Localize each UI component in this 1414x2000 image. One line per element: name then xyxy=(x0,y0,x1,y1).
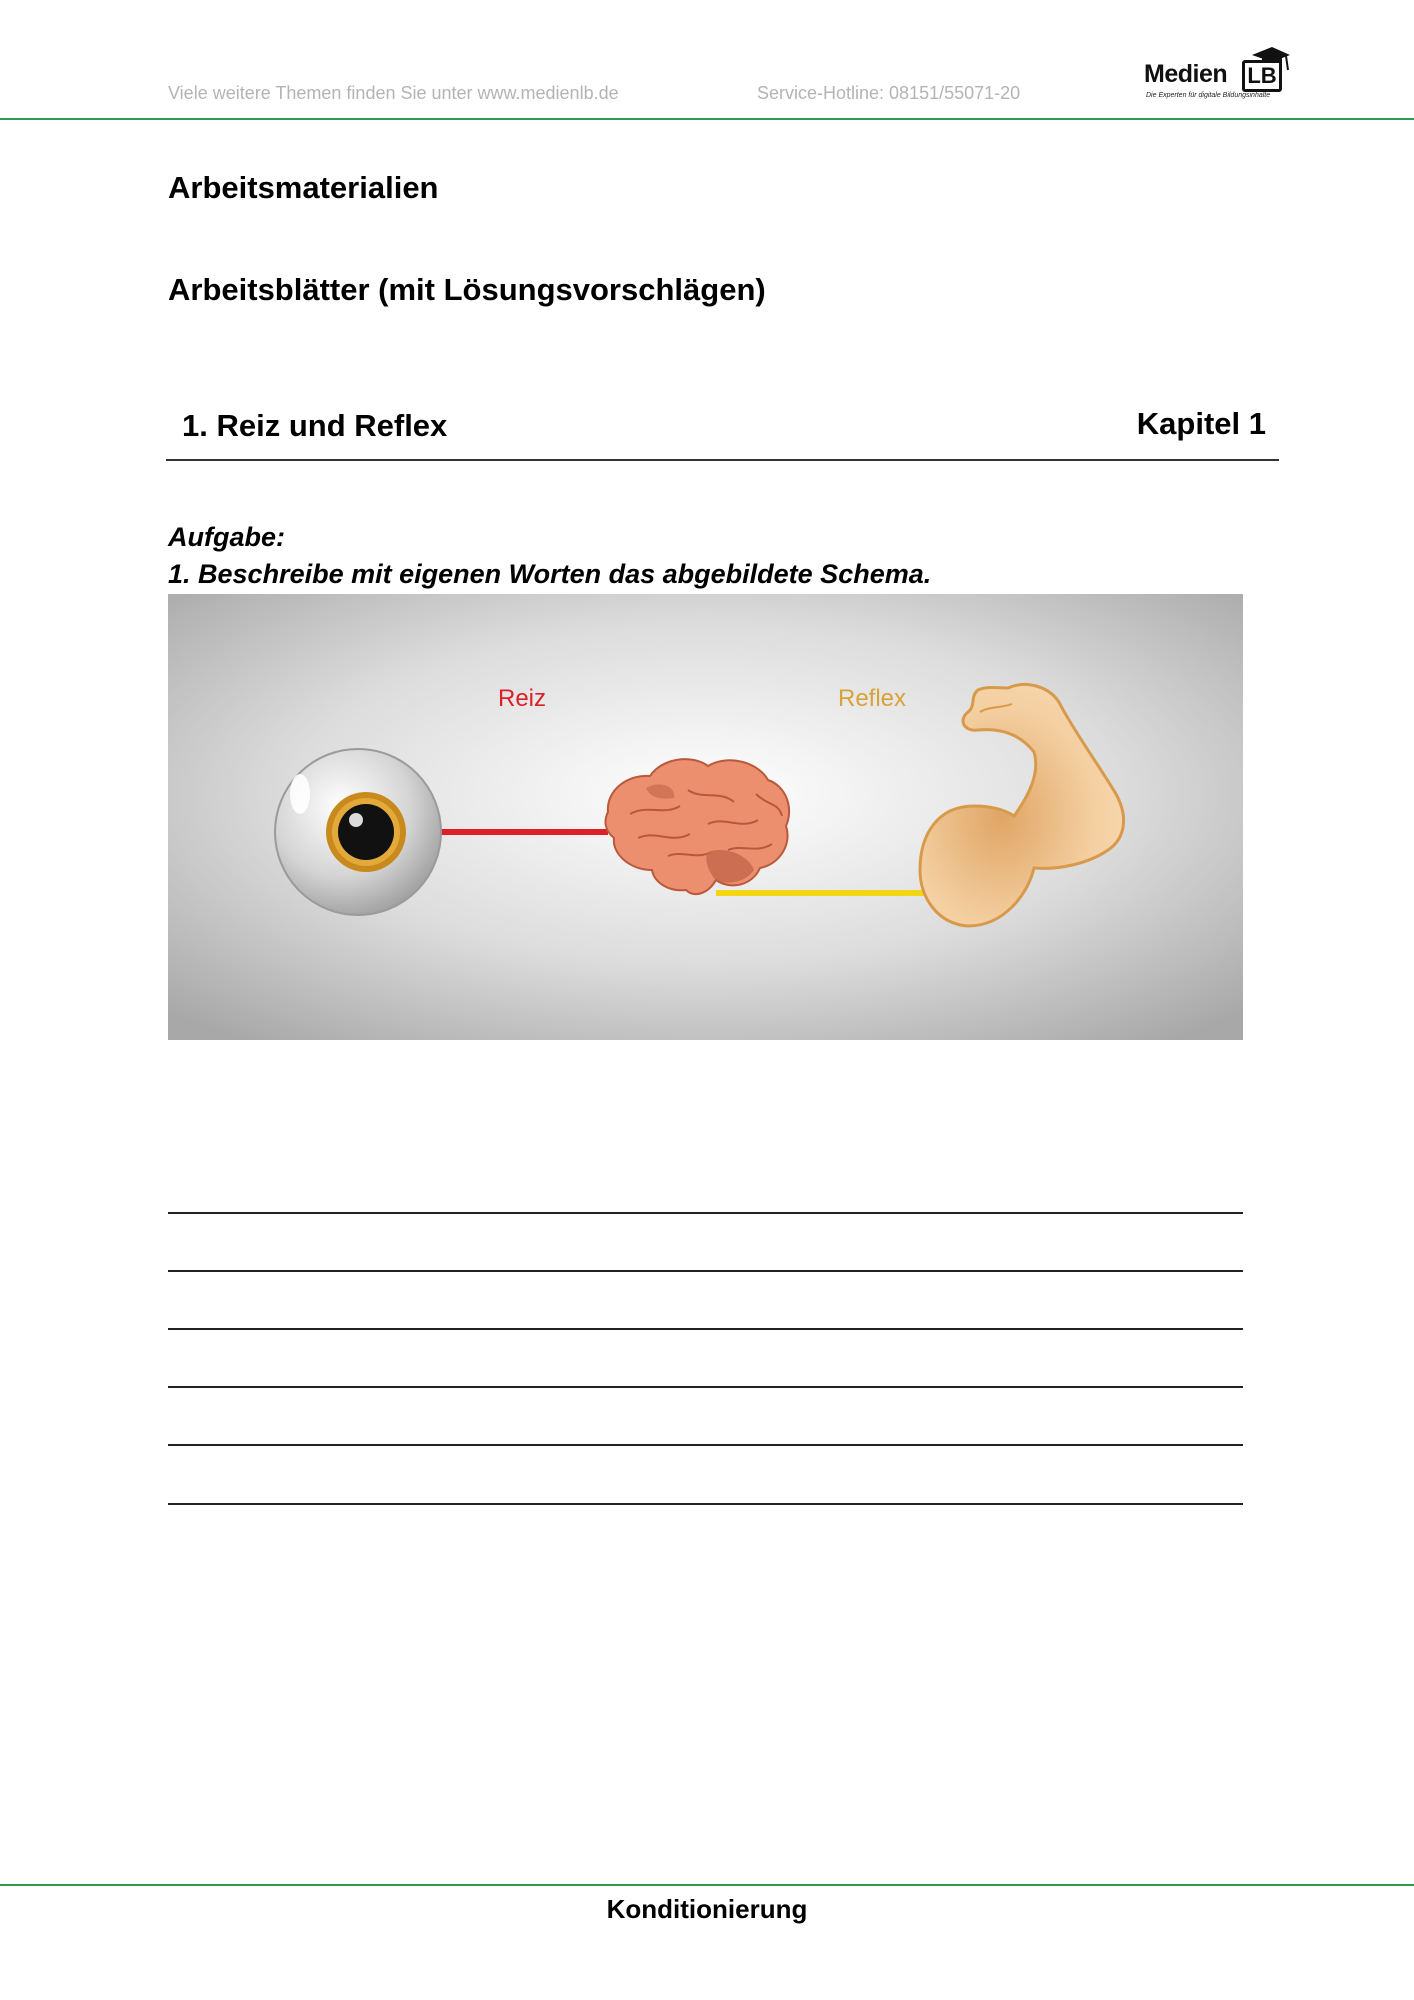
answer-line xyxy=(168,1328,1243,1330)
stimulus-label: Reiz xyxy=(497,685,547,712)
answer-line xyxy=(168,1212,1243,1214)
logo-name: Medien xyxy=(1144,60,1228,88)
logo-tagline: Die Experten für digitale Bildungsinhalte xyxy=(1146,92,1271,99)
reflex-schema-figure xyxy=(168,594,1243,1040)
answer-line xyxy=(168,1444,1243,1446)
header-website-text: Viele weitere Themen finden Sie unter www.medienlb.de xyxy=(168,83,619,103)
reflex-label: Reflex xyxy=(837,685,907,712)
page-title: Arbeitsmaterialien xyxy=(168,170,439,205)
task-heading: Aufgabe: xyxy=(168,522,285,552)
header-rule xyxy=(0,118,1414,120)
header-hotline-text: Service-Hotline: 08151/55071-20 xyxy=(757,83,1021,103)
section-rule xyxy=(166,459,1279,461)
footer-title: Konditionierung xyxy=(606,1894,808,1924)
eye-icon xyxy=(275,749,441,915)
page-subtitle: Arbeitsblätter (mit Lösungsvorschlägen) xyxy=(168,272,766,307)
logo-box: LB xyxy=(1242,60,1282,92)
chapter-label: Kapitel 1 xyxy=(1136,406,1266,441)
footer-rule xyxy=(0,1884,1414,1886)
medienlb-logo xyxy=(1138,42,1284,102)
answer-line xyxy=(168,1386,1243,1388)
answer-line xyxy=(168,1270,1243,1272)
answer-line xyxy=(168,1503,1243,1505)
task-instruction: 1. Beschreibe mit eigenen Worten das abgebildete Schema. xyxy=(168,559,932,589)
section-title: 1. Reiz und Reflex xyxy=(182,408,448,443)
